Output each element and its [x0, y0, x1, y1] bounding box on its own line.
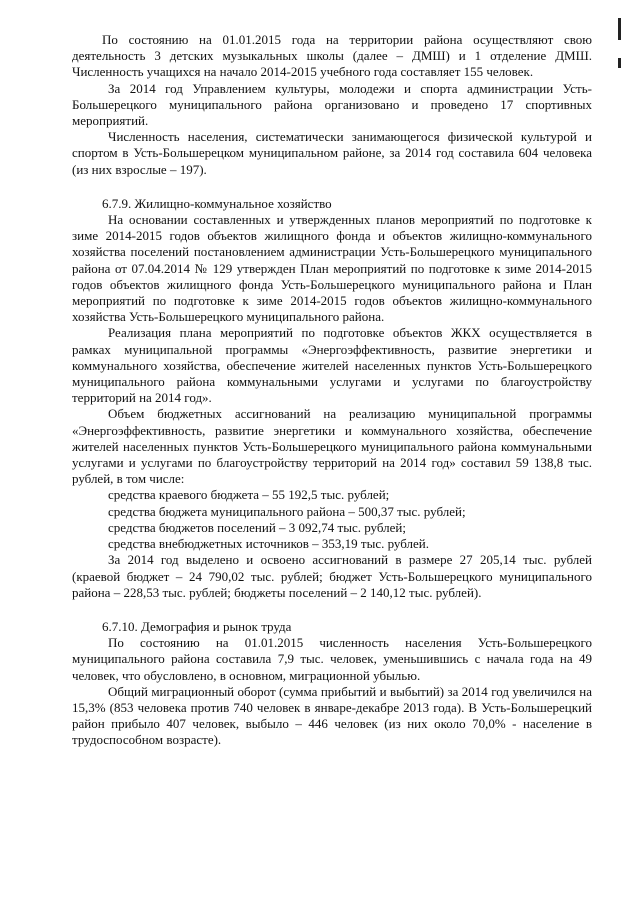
section-heading-demography: 6.7.10. Демография и рынок труда [102, 618, 292, 634]
list-item-settlement-budgets: средства бюджетов поселений – 3 092,74 тыс. рублей; [108, 519, 406, 535]
paragraph-sport-events: За 2014 год Управлением культуры, молодежи и спорта администрации Усть-Большерецкого муниципального района организовано и проведено 17 спортивных мероприятий. [72, 80, 592, 129]
paragraph-migration: Общий миграционный оборот (сумма прибытий и выбытий) за 2014 год увеличился на 15,3% (853 человека против 740 человек в январе-декабре 2013 года). В Усть-Большерецкий район прибыло 407 человек, выбыло – 446 человек (из них около 70,0% - население в трудоспособном возрасте). [72, 683, 592, 748]
paragraph-winter-plans: На основании составленных и утвержденных планов мероприятий по подготовке к зиме 2014-2015 годов объектов жилищного фонда и объектов жилищно-коммунального хозяйства поселений постановлением администрации Усть-Большерецкого муниципального района от 07.04.2014 № 129 утвержден План мероприятий по подготовке к зиме 2014-2015 годов объектов жилищного фонда Усть-Большерецкого муниципального района и План мероприятий по подготовке к зиме 2014-2015 годов объектов жилищно-коммунального хозяйства Усть-Большерецкого муниципального района. [72, 212, 592, 325]
document-page [72, 32, 592, 749]
list-item-regional-budget: средства краевого бюджета – 55 192,5 тыс. рублей; [108, 487, 390, 503]
paragraph-sport-population: Численность населения, систематически занимающегося физической культурой и спортом в Усть-Большерецком муниципальном районе, за 2014 год составила 604 человека (из них взрослые – 197). [72, 129, 592, 177]
scan-edge-mark [618, 58, 621, 68]
paragraph-program-implementation: Реализация плана мероприятий по подготовке объектов ЖКХ осуществляется в рамках муниципальной программы «Энергоэффективность, развитие энергетики и коммунального хозяйства, обеспечение жителей населенных пунктов Усть-Большерецкого муниципального района коммунальными услугами и услугами по благоустройству территорий на 2014 год». [72, 325, 592, 406]
paragraph-music-schools: По состоянию на 01.01.2015 года на территории района осуществляют свою деятельность 3 детских музыкальных школы (далее – ДМШ) и 1 отделение ДМШ. Численность учащихся на начало 2014-2015 учебного года составляет 155 человек. [72, 32, 592, 80]
section-heading-housing: 6.7.9. Жилищно-коммунальное хозяйство [102, 195, 332, 211]
paragraph-population: По состоянию на 01.01.2015 численность населения Усть-Большерецкого муниципального района составила 7,9 тыс. человек, уменьшившись с начала года на 49 человек, что обусловлено, в основном, миграционной убылью. [72, 635, 592, 683]
section-spacer [72, 178, 592, 196]
paragraph-allocated-2014: За 2014 год выделено и освоено ассигнований в размере 27 205,14 тыс. рублей (краевой бюджет – 24 790,02 тыс. рублей; бюджет Усть-Большерецкого муниципального района – 228,53 тыс. рублей; бюджеты поселений – 2 140,12 тыс. рублей). [72, 552, 592, 600]
list-item-extrabudgetary: средства внебюджетных источников – 353,19 тыс. рублей. [108, 536, 430, 552]
scan-edge-mark [618, 18, 621, 40]
section-spacer [72, 601, 592, 619]
paragraph-budget-allocation: Объем бюджетных ассигнований на реализацию муниципальной программы «Энергоэффективность, развитие энергетики и коммунального хозяйства, обеспечение жителей населенных пунктов Усть-Большерецкого муниципального района коммунальными услугами и услугами по благоустройству территорий на 2014 год» составил 59 138,8 тыс. рублей, в том числе: [72, 406, 592, 487]
list-item-district-budget: средства бюджета муниципального района – 500,37 тыс. рублей; [108, 503, 466, 519]
